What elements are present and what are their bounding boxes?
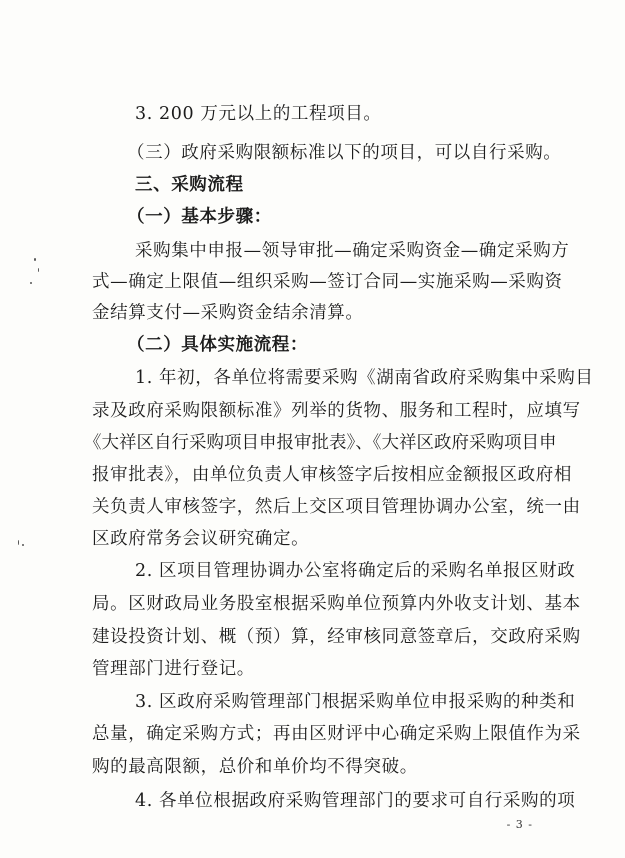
text-line: 4. 各单位根据政府采购管理部门的要求可自行采购的项 [135, 791, 576, 811]
scan-speck [30, 282, 32, 284]
text-line: 建设投资计划、概（预）算，经审核同意签章后，交政府采购 [92, 627, 581, 647]
text-line: 2. 区项目管理协调办公室将确定后的采购名单报区财政 [135, 561, 576, 581]
text-line: 《大祥区自行采购项目申报审批表》、《大祥区政府采购项目申 [84, 433, 557, 453]
subsection-heading: （一）基本步骤： [127, 207, 272, 227]
scan-speck [38, 268, 39, 272]
text-line: 区政府常务会议研究确定。 [92, 529, 310, 549]
text-line: 录及政府采购限额标准》列举的货物、服务和工程时，应填写 [92, 401, 581, 421]
text-line: 总量，确定采购方式；再由区财评中心确定采购上限值作为采 [92, 724, 581, 744]
scan-speck [34, 258, 36, 261]
text-line: 3. 200 万元以上的工程项目。 [135, 104, 382, 124]
text-line: 3. 区政府采购管理部门根据采购单位申报采购的种类和 [135, 692, 576, 712]
text-line: 关负责人审核签字，然后上交区项目管理协调办公室，统一由 [92, 497, 581, 517]
scan-speck [22, 544, 24, 546]
subsection-heading: （二）具体实施流程： [127, 335, 308, 355]
text-line: 购的最高限额，总价和单价均不得突破。 [92, 757, 418, 777]
text-line: 式—确定上限值—组织采购—签订合同—实施采购—采购资 [92, 272, 563, 292]
section-heading: 三、采购流程 [135, 175, 244, 195]
text-line: 采购集中申报—领导审批—确定采购资金—确定采购方 [135, 241, 570, 261]
text-line: （三）政府采购限额标准以下的项目，可以自行采购。 [127, 143, 562, 163]
text-line: 管理部门进行登记。 [92, 659, 255, 679]
text-line: 局。区财政局业务股室根据采购单位预算内外收支计划、基本 [92, 594, 581, 614]
text-line: 金结算支付—采购资金结余清算。 [92, 303, 364, 323]
page-number: - 3 - [506, 818, 533, 831]
scan-speck [18, 540, 19, 545]
text-line: 报审批表》，由单位负责人审核签字后按相应金额报区政府相 [92, 465, 572, 485]
text-line: 1. 年初，各单位将需要采购《湖南省政府采购集中采购目 [135, 368, 594, 388]
